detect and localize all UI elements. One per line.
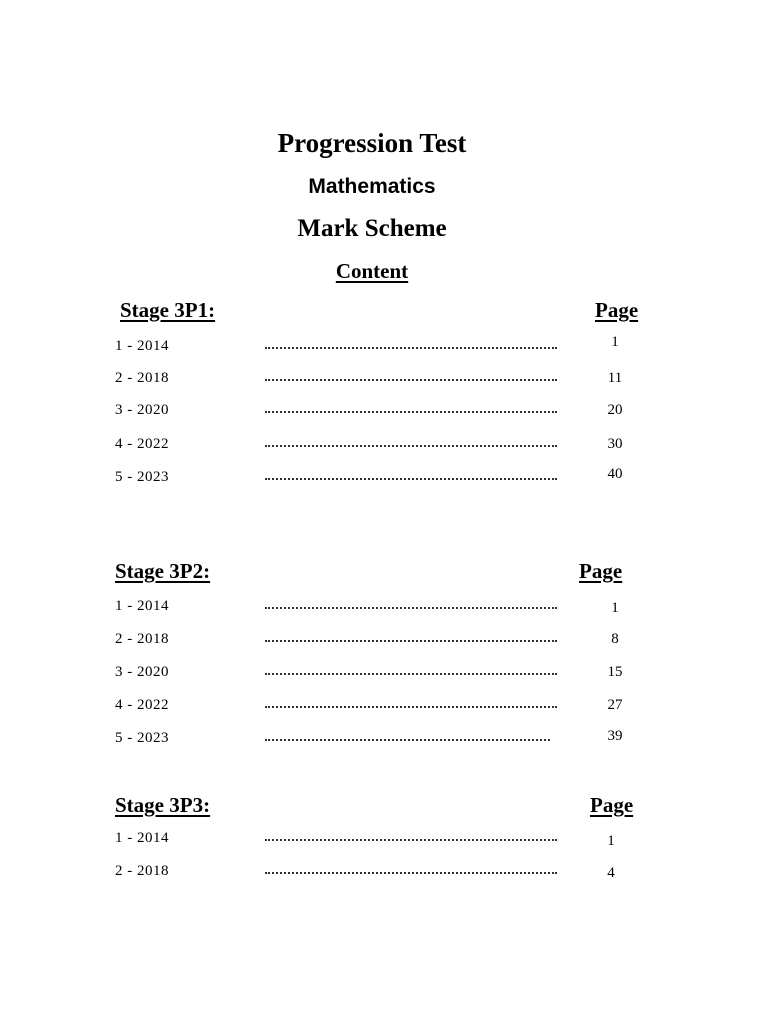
toc-page-number: 4	[607, 865, 615, 881]
toc-page-number: 27	[607, 697, 623, 713]
toc-entry-label: 5 - 2023	[115, 469, 169, 485]
toc-row	[0, 697, 768, 717]
toc-row	[0, 631, 768, 651]
toc-row	[0, 370, 768, 390]
toc-row	[0, 730, 768, 750]
toc-page-number: 8	[611, 631, 619, 647]
toc-page-number: 1	[611, 334, 619, 350]
dot-leader	[265, 640, 557, 642]
toc-row	[0, 334, 768, 358]
dot-leader	[265, 673, 557, 675]
dot-leader	[265, 445, 557, 447]
toc-entry-label: 4 - 2022	[115, 697, 169, 713]
toc-entry-label: 5 - 2023	[115, 730, 169, 746]
toc-row	[0, 598, 768, 618]
dot-leader	[265, 347, 557, 349]
subject-title: Mathematics	[308, 175, 436, 198]
page-column-heading: Page	[579, 559, 623, 583]
toc-entry-label: 2 - 2018	[115, 631, 169, 647]
toc-entry-label: 2 - 2018	[115, 863, 169, 879]
toc-page-number: 11	[607, 370, 623, 386]
toc-entry-label: 1 - 2014	[115, 830, 169, 846]
toc-page-number: 39	[607, 728, 623, 744]
toc-page-number: 30	[607, 436, 623, 452]
section-heading: Stage 3P2:	[115, 559, 211, 583]
toc-page-number: 1	[607, 833, 615, 849]
dot-leader	[265, 739, 550, 741]
toc-entry-label: 1 - 2014	[115, 338, 169, 354]
toc-page-number: 20	[607, 402, 623, 418]
section-heading: Stage 3P3:	[115, 793, 211, 817]
dot-leader	[265, 379, 557, 381]
dot-leader	[265, 411, 557, 413]
dot-leader	[265, 872, 557, 874]
toc-row	[0, 466, 768, 489]
toc-page-number: 40	[607, 466, 623, 482]
toc-entry-label: 2 - 2018	[115, 370, 169, 386]
toc-row	[0, 830, 768, 850]
document-title: Progression Test	[277, 128, 467, 158]
toc-entry-label: 1 - 2014	[115, 598, 169, 614]
toc-entry-label: 4 - 2022	[115, 436, 169, 452]
contents-heading: Content	[335, 259, 409, 283]
section-heading: Stage 3P1:	[120, 298, 216, 322]
doc-type-title: Mark Scheme	[297, 215, 447, 242]
toc-entry-label: 3 - 2020	[115, 664, 169, 680]
dot-leader	[265, 706, 557, 708]
toc-row	[0, 664, 768, 684]
toc-row	[0, 863, 768, 883]
dot-leader	[265, 839, 557, 841]
toc-entry-label: 3 - 2020	[115, 402, 169, 418]
page-column-heading: Page	[590, 793, 634, 817]
page-column-heading: Page	[595, 298, 639, 322]
dot-leader	[265, 478, 557, 480]
toc-row	[0, 436, 768, 456]
toc-page-number: 1	[611, 600, 619, 616]
dot-leader	[265, 607, 557, 609]
toc-row	[0, 402, 768, 422]
toc-page-number: 15	[607, 664, 623, 680]
